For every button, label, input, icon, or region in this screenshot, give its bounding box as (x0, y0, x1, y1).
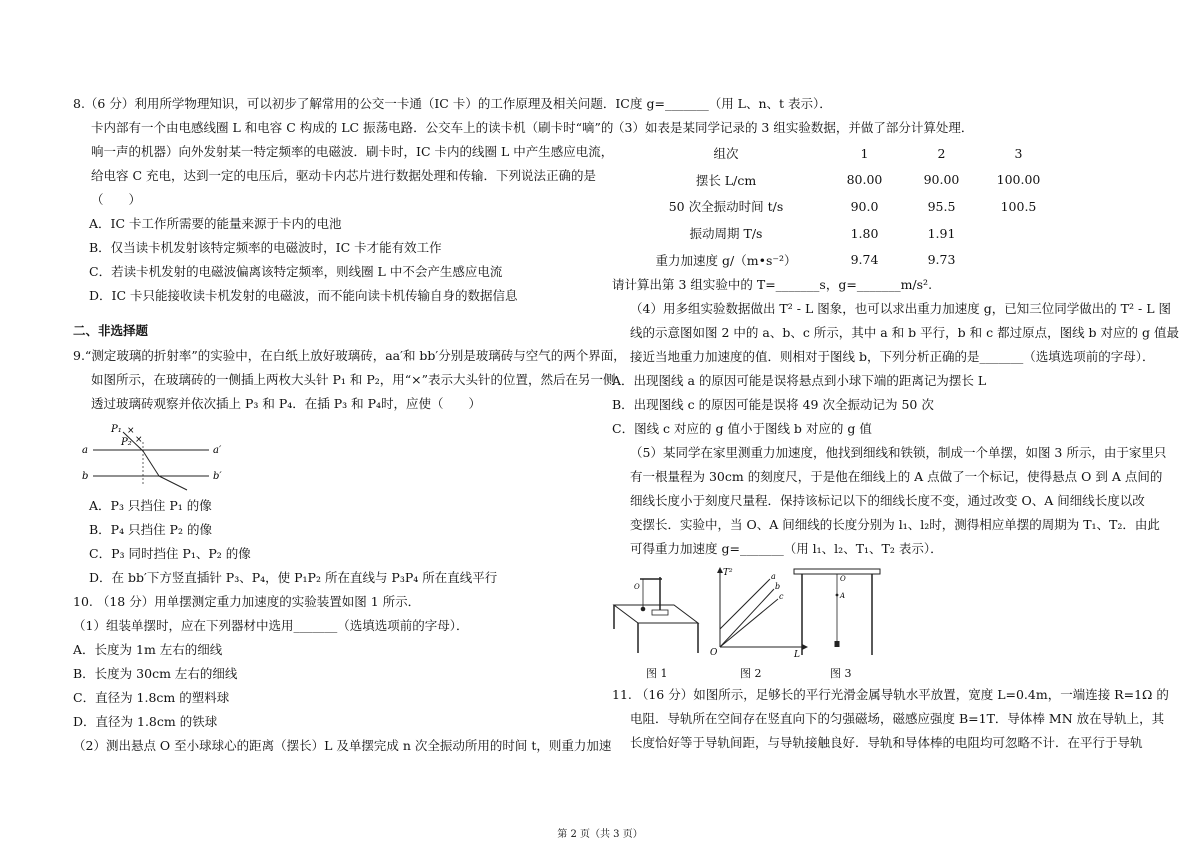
q8-option-b: B．仅当读卡机发射该特定频率的电磁波时，IC 卡才能有效工作 (89, 240, 442, 255)
q10-part4-line-3: 接近当地重力加速度的值．则相对于图线 b，下列分析正确的是_______（选填选项前的字母）． (630, 348, 1155, 364)
fig2-origin-label: O (710, 647, 718, 657)
table-cell: 50 次全振动时间 t/s (668, 199, 784, 215)
label-b: b (82, 471, 89, 482)
table-row (626, 220, 1057, 247)
table-cell: 9.74 (850, 252, 879, 268)
data-table (626, 140, 1057, 273)
fig1-o-label: O (634, 582, 640, 591)
fig3-lock-bob (835, 641, 840, 647)
q10-part5-line-1: （5）某同学在家里测重力加速度，他找到细线和铁锁，制成一个单摆，如图 3 所示，由于家里只 (630, 444, 1167, 460)
table-header-row (626, 140, 1057, 167)
table-cell: 100.5 (1000, 198, 1037, 214)
left-column (73, 92, 630, 758)
q8-line-4: 给电容 C 充电，达到一定的电压后，驱动卡内芯片进行数据处理和传输．下列说法正确的是 (91, 168, 597, 183)
q10-part1: （1）组装单摆时，应在下列器材中选用_______（选填选项前的字母）． (73, 618, 469, 633)
q10-part3: （3）如表是某同学记录的 3 组实验数据，并做了部分计算处理． (612, 120, 974, 135)
q9-option-d: D．在 bb′下方竖直插针 P₃、P₄，使 P₁P₂ 所在直线与 P₃P₄ 所在直线平行 (89, 570, 498, 585)
q9-line-3: 透过玻璃砖观察并依次插上 P₃ 和 P₄．在插 P₃ 和 P₄时，应使（ ） (91, 396, 482, 411)
table-header-cell: 2 (937, 145, 946, 161)
q8-line-3: 响一声的机器）向外发射某一特定频率的电磁波．刷卡时，IC 卡内的线圈 L 中产生感应电流， (91, 144, 614, 159)
table-cell: 1.80 (850, 225, 879, 241)
q9-option-c: C．P₃ 同时挡住 P₁、P₂ 的像 (89, 546, 251, 561)
label-a: a (82, 445, 88, 456)
q10-heading: 10. （18 分）用单摆测定重力加速度的实验装置如图 1 所示． (73, 594, 421, 609)
table-cell: 1.91 (927, 225, 956, 241)
refracted-ray (143, 451, 159, 476)
fig2-b-label: b (775, 581, 781, 591)
q10-part4-line-2: 线的示意图如图 2 中的 a、b、c 所示，其中 a 和 b 平行，b 和 c 都过原点，图线 b 对应的 g 值最 (630, 324, 1179, 340)
q10-part4-option-a: A．出现图线 a 的原因可能是误将悬点到小球下端的距离记为摆长 L (612, 372, 987, 388)
q8-option-d: D．IC 卡只能接收读卡机发射的电磁波，而不能向读卡机传输自身的数据信息 (89, 288, 518, 303)
table-header-cell: 组次 (713, 146, 739, 162)
table-cell: 100.00 (996, 172, 1041, 188)
q11-line-3: 长度恰好等于导轨间距，与导轨接触良好．导轨和导体棒的电阻均可忽略不计．在平行于导轨 (630, 734, 1143, 750)
q10-part4-line-1: （4）用多组实验数据做出 T² - L 图象，也可以求出重力加速度 g，已知三位同学做出的 T² - L 图 (630, 300, 1171, 316)
fig1-bob (641, 607, 646, 612)
q8-line-2: 卡内部有一个由电感线圈 L 和电容 C 构成的 LC 振荡电路．公交车上的读卡机（刷卡时“嘀”的 (91, 120, 614, 135)
section-heading: 二、非选择题 (73, 323, 149, 338)
p1-label: P₁ (111, 424, 122, 435)
q11-line-2: 电阻．导轨所在空间存在竖直向下的匀强磁场，磁感应强度 B=1T．导体棒 MN 放在导轨上，其 (630, 710, 1165, 726)
q10-part4-option-b: B．出现图线 c 的原因可能是误将 49 次全振动记为 50 次 (612, 396, 934, 412)
table-cell: 9.73 (927, 252, 956, 268)
refraction-diagram-svg (79, 420, 239, 492)
table-row (626, 193, 1057, 220)
table-cell: 90.0 (850, 198, 879, 214)
table-row (626, 246, 1057, 273)
figure-1-caption: 图 1 (646, 666, 668, 680)
q8-option-c: C．若读卡机发射的电磁波偏离该特定频率，则线圈 L 中不会产生感应电流 (89, 264, 503, 279)
right-column (612, 92, 1179, 755)
q10-part1-option-d: D．直径为 1.8cm 的铁球 (73, 714, 218, 729)
q11-line-1: 11. （16 分）如图所示，足够长的平行光滑金属导轨水平放置，宽度 L=0.4m，一端连接 R=1Ω 的 (612, 686, 1169, 702)
page-footer: 第 2 页（共 3 页） (557, 829, 643, 840)
p2-cross: × (135, 435, 143, 445)
fig1-base (652, 610, 668, 615)
table-cell (980, 246, 1057, 273)
label-a-prime: a′ (213, 445, 222, 456)
refraction-diagram (79, 420, 605, 492)
q10-part1-option-c: C．直径为 1.8cm 的塑料球 (73, 690, 230, 705)
table-cell (980, 220, 1057, 247)
fig2-y-label: T² (723, 567, 733, 578)
q10-part5-line-4: 变摆长．实验中，当 O、A 间细线的长度分别为 l₁、l₂时，测得相应单摆的周期为 T₁、T₂．由此 (630, 516, 1160, 532)
fig3-o-label: O (840, 574, 846, 583)
table-header-cell: 1 (860, 145, 869, 161)
q10-part3-ask: 请计算出第 3 组实验中的 T=_______s，g=_______m/s². (612, 276, 933, 292)
q10-part4-option-c: C．图线 c 对应的 g 值小于图线 b 对应的 g 值 (612, 420, 872, 436)
q10-part5-line-3: 细线长度小于刻度尺量程．保持该标记以下的细线长度不变，通过改变 O、A 间细线长度以改 (630, 492, 1145, 508)
q10-part5-line-5: 可得重力加速度 g=_______（用 l₁、l₂、T₁、T₂ 表示）． (630, 540, 943, 556)
table-cell: 重力加速度 g/（m•s⁻²） (655, 252, 797, 268)
figure-1-pendulum-stand (612, 567, 702, 657)
table-row (626, 167, 1057, 194)
fig3-tabletop (794, 569, 880, 574)
fig2-line-a (720, 579, 770, 629)
figure-3-caption: 图 3 (830, 666, 852, 680)
q9-option-b: B．P₄ 只挡住 P₂ 的像 (89, 522, 212, 537)
q9-line-2: 如图所示，在玻璃砖的一侧插上两枚大头针 P₁ 和 P₂，用“×”表示大头针的位置，然后在另一侧 (91, 372, 616, 387)
fig2-line-c (720, 599, 778, 647)
q10-part2-continued: 度 g=_______（用 L、n、t 表示）． (630, 96, 832, 111)
q10-part5-line-2: 有一根量程为 30cm 的刻度尺，于是他在细线上的 A 点做了一个标记，使得悬点 O 到 A 点间的 (630, 468, 1163, 484)
fig2-x-label: L (794, 649, 800, 657)
figure-3-home-pendulum (792, 565, 882, 657)
p2-label: P₂ (121, 437, 132, 448)
table-cell: 振动周期 T/s (689, 226, 763, 242)
q10-part2: （2）测出悬点 O 至小球球心的距离（摆长）L 及单摆完成 n 次全振动所用的时间 t，则重力加速 (73, 738, 612, 753)
q9-option-a: A．P₃ 只挡住 P₁ 的像 (89, 498, 212, 513)
table-cell: 95.5 (927, 198, 956, 214)
fig2-line-b (720, 589, 774, 647)
fig3-mark-a (836, 594, 839, 597)
q10-part1-option-b: B．长度为 30cm 左右的细线 (73, 666, 238, 681)
table-cell: 90.00 (923, 172, 960, 188)
table-cell: 80.00 (846, 172, 883, 188)
q8-option-a: A．IC 卡工作所需要的能量来源于卡内的电池 (89, 216, 342, 231)
label-b-prime: b′ (213, 471, 222, 482)
table-cell: 摆长 L/cm (695, 172, 757, 188)
q10-part1-option-a: A．长度为 1m 左右的细线 (73, 642, 223, 657)
q9-line-1: 9.“测定玻璃的折射率”的实验中，在白纸上放好玻璃砖，aa′和 bb′分别是玻璃砖与空气的两个界面， (73, 348, 626, 363)
pendulum-figures (612, 563, 1140, 683)
q8-line-1: 8.（6 分）利用所学物理知识，可以初步了解常用的公交一卡通（IC 卡）的工作原理及相关问题．IC (73, 96, 630, 111)
figure-2-caption: 图 2 (740, 666, 762, 680)
fig2-c-label: c (779, 591, 784, 601)
emergent-ray (159, 476, 187, 490)
fig2-a-label: a (771, 571, 776, 581)
table-header-cell: 3 (1014, 145, 1023, 161)
q8-line-5: （ ） (91, 192, 142, 207)
p1-cross: × (127, 426, 135, 436)
fig3-a-label: A (840, 591, 846, 600)
